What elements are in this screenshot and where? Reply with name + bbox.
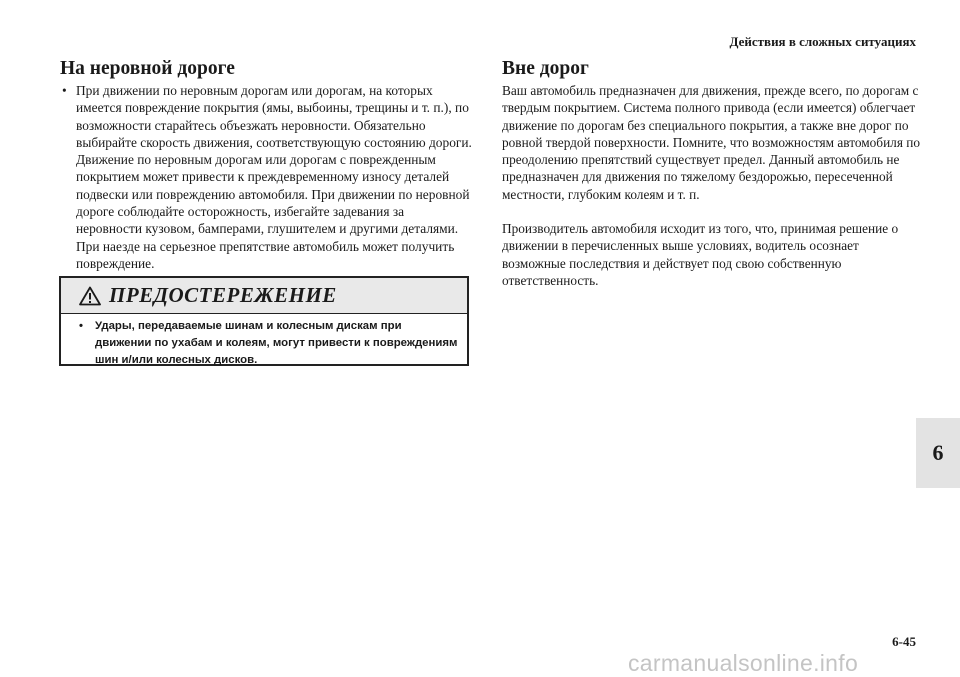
chapter-tab [916, 418, 960, 488]
warning-triangle-icon [79, 286, 101, 306]
warning-header [61, 278, 467, 314]
page-header-title: Действия в сложных ситуациях [729, 34, 916, 49]
bullet-icon: • [79, 320, 83, 332]
section-heading-rough-road: На неровной дороге [60, 58, 235, 79]
warning-text: Удары, передаваемые шинам и колесным дискам при движении по ухабам и колеям, могут привести к повреждениям шин и/или колесных дисков. [95, 320, 458, 366]
left-column [60, 57, 472, 272]
warning-box [59, 276, 469, 366]
list-item-text: При движении по неровным дорогам или дорогам, на которых имеется повреждение покрытия (ямы, выбоины, трещины и т. п.), по возможности старайтесь объезжать неровности. Обязательно выбирайте скорость движения, соответствующую состоянию дороги. Движение по неровным дорогам или дорогам с поврежденным покрытием может привести к преждевременному износу деталей подвески или повреждению автомобиля. При движении по неровной дороге соблюдайте осторожность, избегайте задевания за неровности кузовом, бамперами, глушителем и другими деталями. При наезде на серьезное препятствие автомобиль может получить повреждение. [76, 83, 472, 271]
page-number: 6-45 [892, 634, 916, 649]
right-column [502, 57, 922, 289]
paragraph: Ваш автомобиль предназначен для движения, прежде всего, по дорогам с твердым покрытием. Система полного привода (если имеется) облегчает движение по дорогам без специального покрытия, а также вне дорог по ровной твердой поверхности. Помните, что возможностям автомобиля по преодолению препятствий существует предел. Данный автомобиль не предназначен для движения по тяжелому бездорожью, пересеченной местности, глубоким колеям и т. п. [502, 83, 921, 202]
bullet-icon: • [62, 83, 67, 98]
watermark: carmanualsonline.info [628, 650, 859, 676]
list-item [60, 82, 472, 272]
warning-body [61, 314, 467, 369]
chapter-number: 6 [932, 440, 944, 465]
warning-title: ПРЕДОСТЕРЕЖЕНИЕ [109, 283, 337, 307]
paragraph: Производитель автомобиля исходит из того, что, принимая решение о движении в перечисленных выше условиях, водитель осознает возможные последствия и действует под свою собственную ответственность. [502, 221, 899, 288]
section-heading-off-road: Вне дорог [502, 58, 589, 79]
